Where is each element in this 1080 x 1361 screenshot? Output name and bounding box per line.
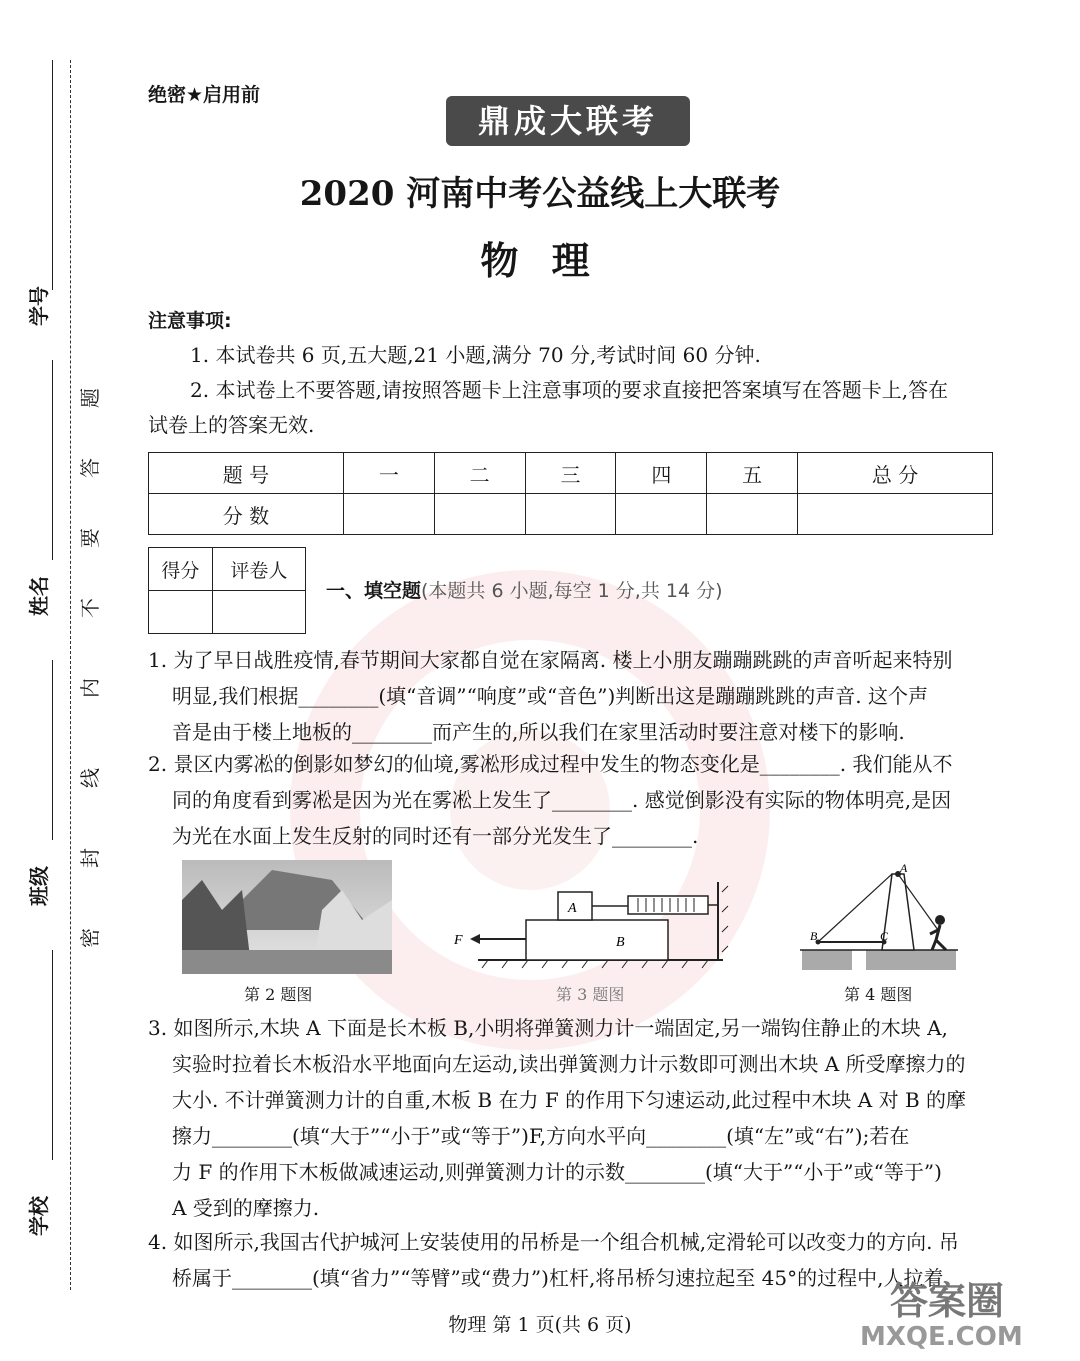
class-label: 班级 bbox=[27, 866, 51, 906]
seal-char: 题 bbox=[78, 388, 102, 408]
score-header-cell: 三 bbox=[525, 453, 616, 494]
question-line: 2. 景区内雾凇的倒影如梦幻的仙境,雾凇形成过程中发生的物态变化是________. 我们能从不 bbox=[148, 752, 953, 776]
question-line: 桥属于________(填“省力”“等臂”或“费力”)杠杆,将吊桥匀速拉起至 45°的过程中,人拉着 bbox=[172, 1266, 944, 1290]
question-1 bbox=[148, 642, 998, 750]
label-a: A bbox=[568, 901, 577, 916]
figure-3-diagram bbox=[448, 872, 730, 972]
notice-heading: 注意事项: bbox=[148, 310, 232, 332]
score-table bbox=[148, 452, 993, 535]
score-cell bbox=[707, 494, 798, 535]
score-header-cell: 二 bbox=[434, 453, 525, 494]
notice-item-1: 1. 本试卷共 6 页,五大题,21 小题,满分 70 分,考试时间 60 分钟. bbox=[190, 343, 761, 367]
score-cell bbox=[616, 494, 707, 535]
confidential-mark: 绝密★启用前 bbox=[148, 84, 261, 106]
seal-char: 线 bbox=[78, 768, 102, 788]
figure-4-diagram bbox=[800, 860, 960, 974]
question-line: 为光在水面上发生反射的同时还有一部分光发生了________. bbox=[172, 824, 699, 848]
score-cell bbox=[434, 494, 525, 535]
question-line: 4. 如图所示,我国古代护城河上安装使用的吊桥是一个组合机械,定滑轮可以改变力的方向. 吊 bbox=[148, 1230, 959, 1254]
name-line-top bbox=[52, 360, 54, 560]
label-b: B bbox=[616, 935, 625, 950]
page-footer: 物理 第 1 页(共 6 页) bbox=[448, 1314, 632, 1336]
grader-name-header: 评卷人 bbox=[212, 548, 305, 591]
exam-title: 2020 河南中考公益线上大联考 bbox=[299, 174, 781, 214]
notice-item-2b: 试卷上的答案无效. bbox=[148, 413, 315, 437]
school-label: 学校 bbox=[27, 1196, 51, 1236]
question-3 bbox=[148, 1010, 998, 1226]
label-c: C bbox=[880, 929, 889, 943]
student-id-label: 学号 bbox=[27, 286, 51, 326]
score-header-cell: 一 bbox=[343, 453, 434, 494]
question-line: A 受到的摩擦力. bbox=[172, 1196, 320, 1220]
label-f: F bbox=[454, 933, 463, 948]
question-line: 1. 为了早日战胜疫情,春节期间大家都自觉在家隔离. 楼上小朋友蹦蹦跳跳的声音听起来特别 bbox=[148, 648, 953, 672]
question-line: 同的角度看到雾凇是因为光在雾凇上发生了________. 感觉倒影没有实际的物体明亮,是因 bbox=[172, 788, 952, 812]
score-cell bbox=[798, 494, 993, 535]
score-header-cell: 总 分 bbox=[798, 453, 993, 494]
grader-score-cell bbox=[149, 591, 213, 634]
question-line: 实验时拉着长木板沿水平地面向左运动,读出弹簧测力计示数即可测出木块 A 所受摩擦力的 bbox=[172, 1052, 966, 1076]
question-2 bbox=[148, 746, 998, 854]
figure-4-caption: 第 4 题图 bbox=[844, 985, 913, 1004]
section-title: 一、填空题 bbox=[326, 580, 422, 602]
question-line: 大小. 不计弹簧测力计的自重,木板 B 在力 F 的作用下匀速运动,此过程中木块 A 对 B 的摩 bbox=[172, 1088, 967, 1112]
section-heading bbox=[326, 576, 723, 603]
seal-char: 不 bbox=[78, 598, 102, 618]
subject-title: 物 理 bbox=[480, 238, 600, 283]
grader-name-cell bbox=[212, 591, 305, 634]
score-header-cell: 五 bbox=[707, 453, 798, 494]
seal-char: 封 bbox=[78, 848, 102, 868]
question-4 bbox=[148, 1224, 998, 1296]
seal-char: 答 bbox=[78, 458, 102, 478]
label-a: A bbox=[900, 861, 908, 875]
score-cell bbox=[525, 494, 616, 535]
grader-score-header: 得分 bbox=[149, 548, 213, 591]
seal-char: 内 bbox=[78, 678, 102, 698]
figure-2-caption: 第 2 题图 bbox=[244, 985, 313, 1004]
label-b: B bbox=[810, 929, 818, 943]
question-line: 3. 如图所示,木块 A 下面是长木板 B,小明将弹簧测力计一端固定,另一端钩住静止的木块 A, bbox=[148, 1016, 948, 1040]
section-note: (本题共 6 小题,每空 1 分,共 14 分) bbox=[421, 580, 723, 602]
class-line-top bbox=[52, 660, 54, 840]
score-header-cell: 题 号 bbox=[149, 453, 344, 494]
watermark-brand: 答案圈 bbox=[890, 1279, 1005, 1323]
watermark-site: MXQE.COM bbox=[860, 1322, 1023, 1352]
school-line-top bbox=[52, 950, 54, 1160]
question-line: 擦力________(填“大于”“小于”或“等于”)F,方向水平向________(填“左”或“右”);若在 bbox=[172, 1124, 910, 1148]
score-row-label: 分 数 bbox=[149, 494, 344, 535]
question-line: 明显,我们根据________(填“音调”“响度”或“音色”)判断出这是蹦蹦跳跳的声音. 这个声 bbox=[172, 684, 929, 708]
seal-char: 密 bbox=[78, 928, 102, 948]
question-line: 力 F 的作用下木板做减速运动,则弹簧测力计的示数________(填“大于”“小于”或“等于”) bbox=[172, 1160, 942, 1184]
seal-char: 要 bbox=[78, 528, 102, 548]
figure-3-caption: 第 3 题图 bbox=[556, 985, 625, 1004]
grader-table bbox=[148, 547, 306, 634]
score-header-cell: 四 bbox=[616, 453, 707, 494]
score-cell bbox=[343, 494, 434, 535]
figure-2-photo bbox=[182, 860, 392, 974]
notice-item-2a: 2. 本试卷上不要答题,请按照答题卡上注意事项的要求直接把答案填写在答题卡上,答在 bbox=[190, 378, 949, 402]
question-line: 音是由于楼上地板的________而产生的,所以我们在家里活动时要注意对楼下的影响. bbox=[172, 720, 905, 744]
name-label: 姓名 bbox=[27, 576, 51, 616]
exam-logo: 鼎成大联考 bbox=[446, 96, 690, 146]
